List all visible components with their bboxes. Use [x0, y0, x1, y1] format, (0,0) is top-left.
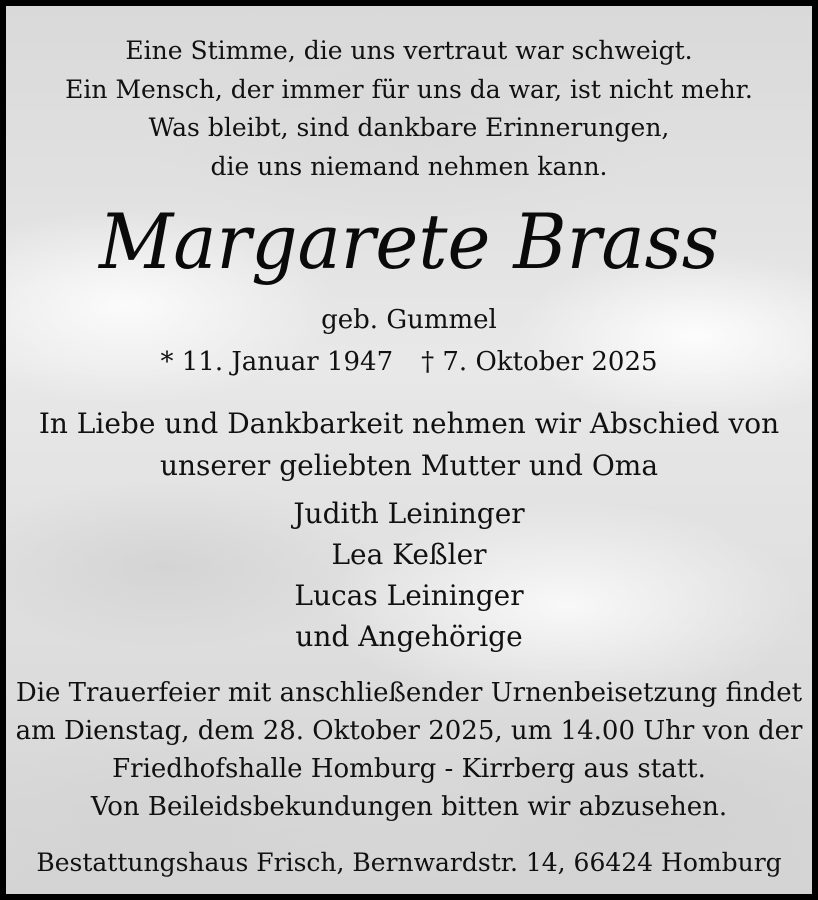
memorial-verse	[6, 32, 812, 186]
service-line: Die Trauerfeier mit anschließender Urnenbeisetzung findet	[15, 678, 803, 708]
farewell-line: In Liebe und Dankbarkeit nehmen wir Abschied von	[38, 407, 780, 440]
deceased-name-script	[79, 188, 739, 298]
mourner-name: Lucas Leininger	[294, 579, 524, 612]
service-line: Von Beileidsbekundungen bitten wir abzusehen.	[90, 792, 728, 822]
service-line: am Dienstag, dem 28. Oktober 2025, um 14.00 Uhr von der	[15, 716, 803, 746]
mourner-name: und Angehörige	[295, 620, 523, 653]
birth-name: geb. Gummel	[321, 305, 497, 335]
verse-line: Was bleibt, sind dankbare Erinnerungen,	[148, 113, 670, 142]
deceased-name-block	[6, 188, 812, 298]
funeral-service-info	[6, 674, 812, 826]
undertaker-info: Bestattungshaus Frisch, Bernwardstr. 14, 66424 Homburg	[36, 848, 782, 877]
verse-line: Eine Stimme, die uns vertraut war schweigt.	[125, 36, 693, 65]
farewell-line: unserer geliebten Mutter und Oma	[159, 449, 659, 482]
mourners-list	[6, 493, 812, 657]
mourner-name: Lea Keßler	[331, 538, 487, 571]
service-line: Friedhofshalle Homburg - Kirrberg aus statt.	[112, 754, 706, 784]
verse-line: Ein Mensch, der immer für uns da war, ist nicht mehr.	[65, 74, 753, 104]
birth-date: * 11. Januar 1947	[160, 347, 394, 377]
deceased-name: Margarete Brass	[97, 197, 719, 286]
farewell-text	[6, 403, 812, 487]
verse-line: die uns niemand nehmen kann.	[210, 151, 608, 181]
death-date: † 7. Oktober 2025	[421, 347, 658, 377]
mourner-name: Judith Leininger	[293, 497, 525, 530]
life-dates	[6, 344, 812, 380]
